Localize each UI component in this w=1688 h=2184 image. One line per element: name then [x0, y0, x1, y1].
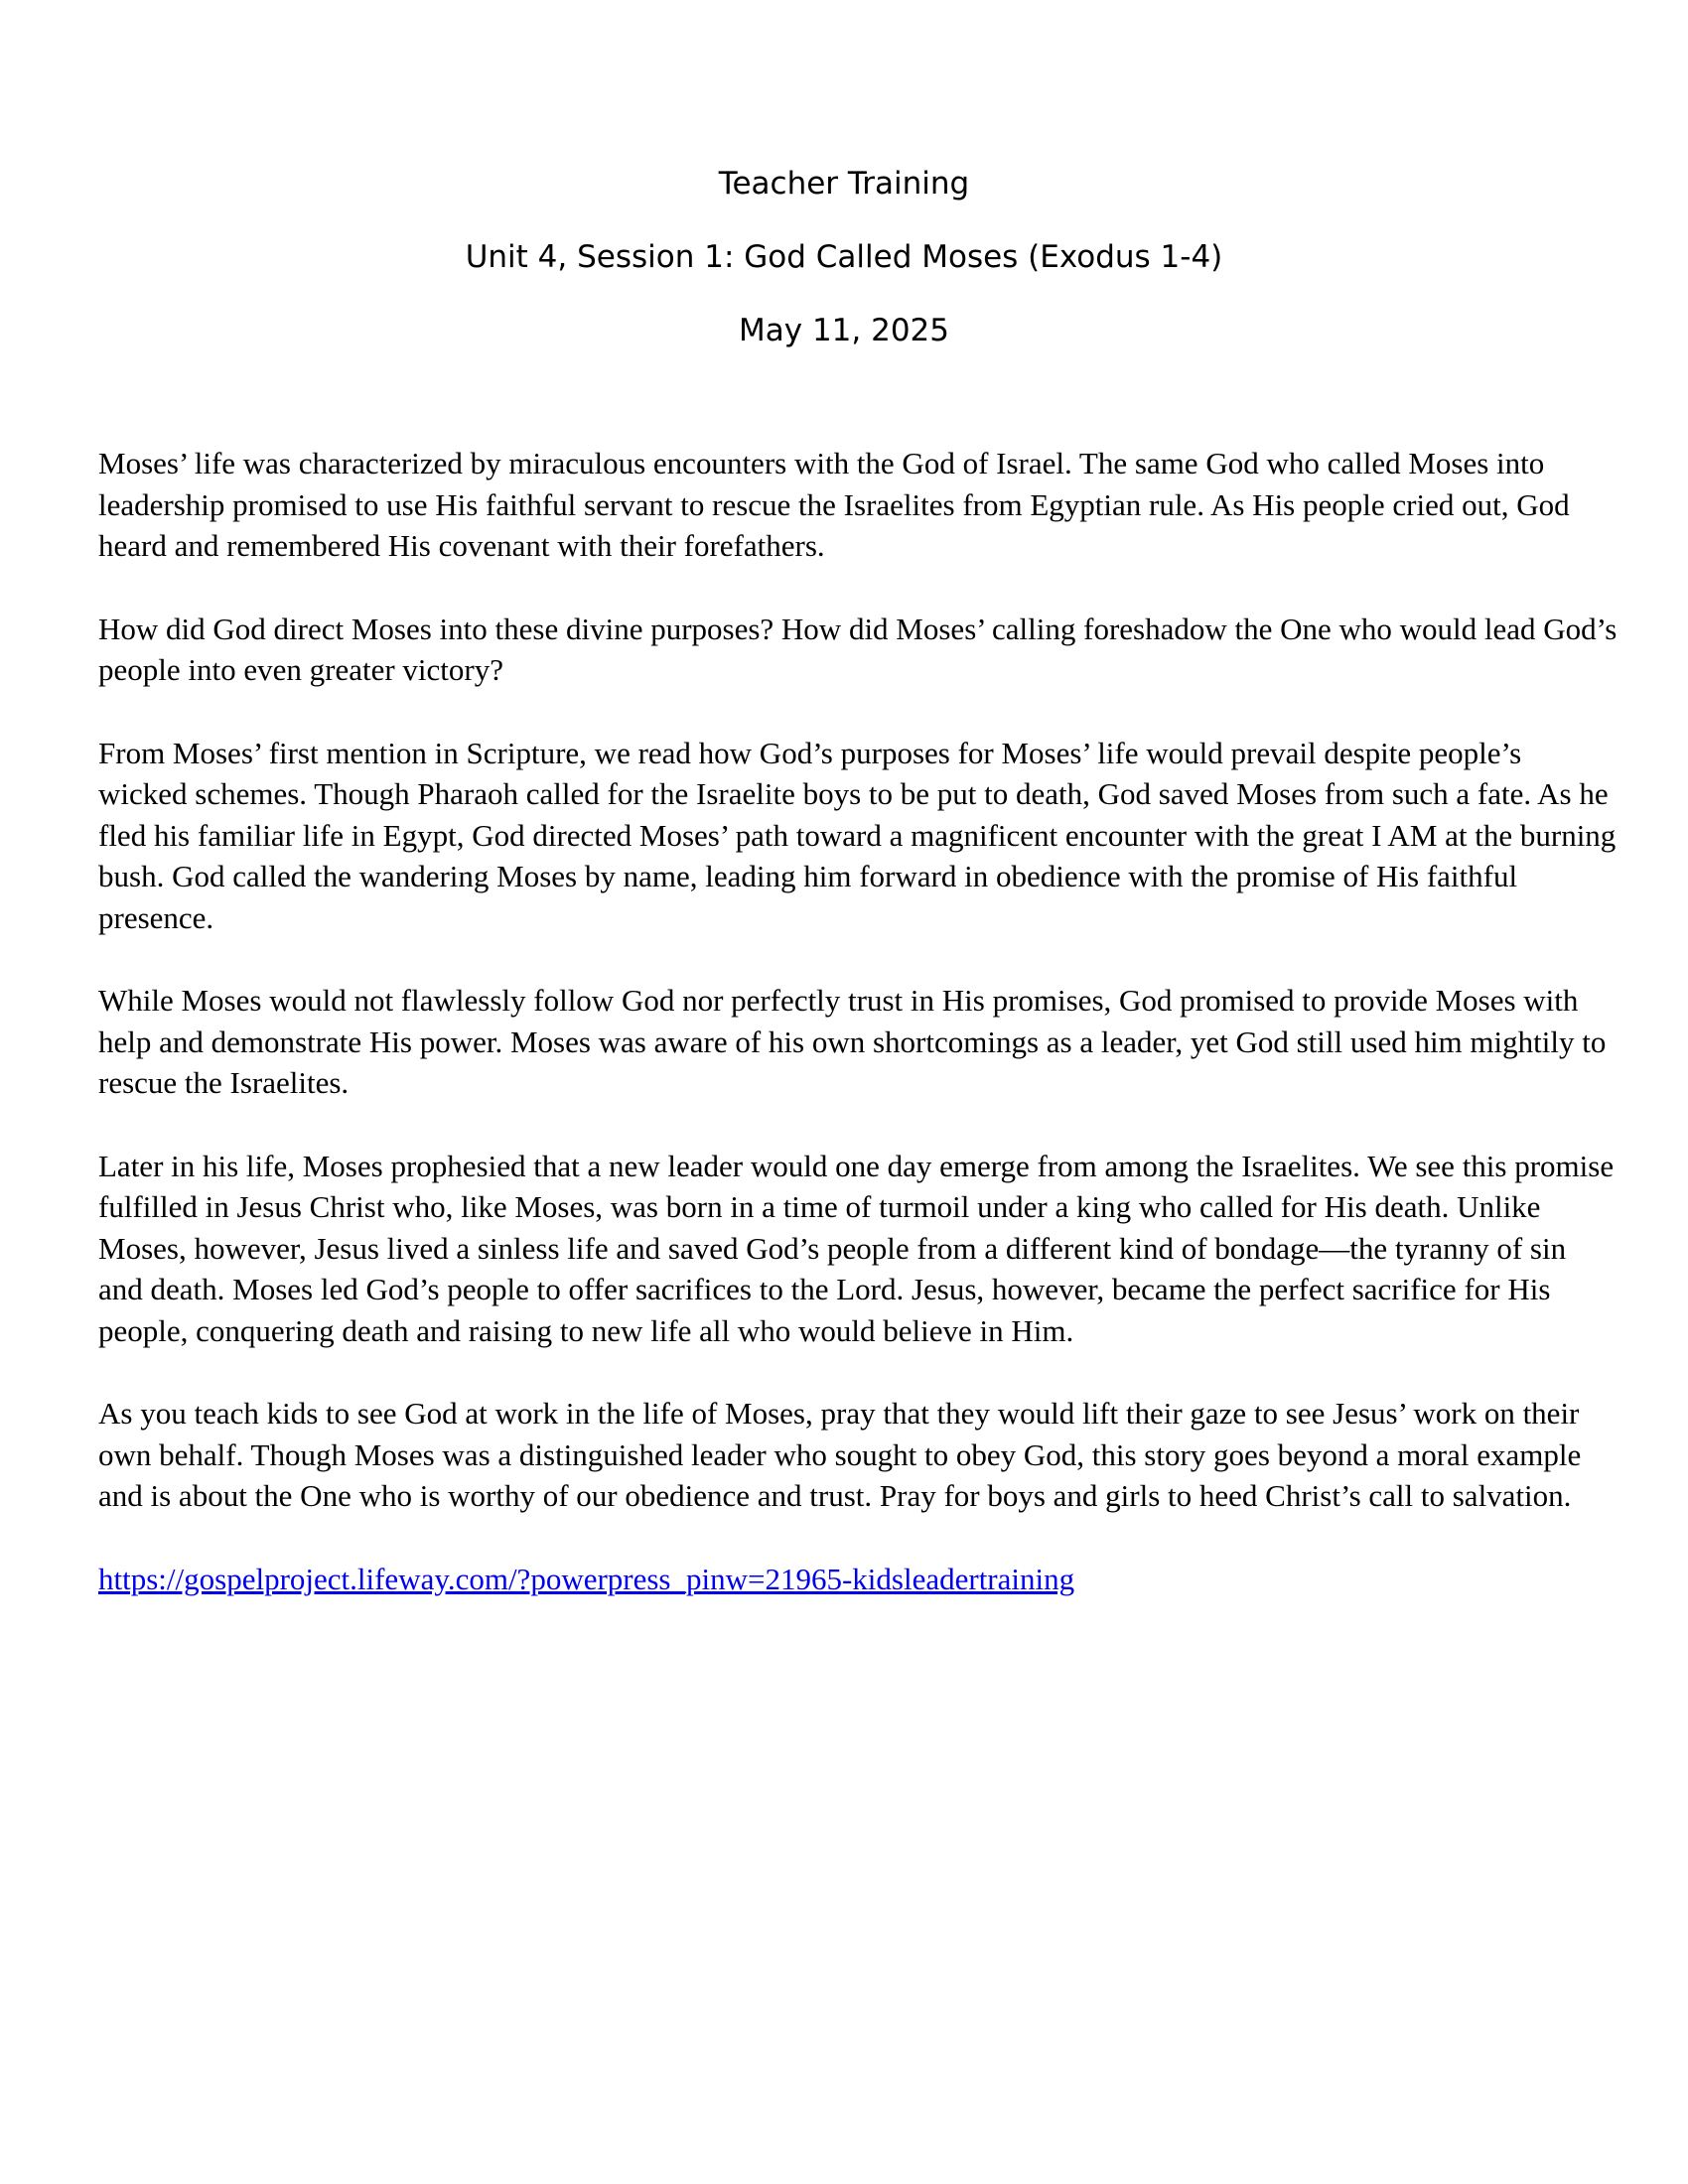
- session-title: Unit 4, Session 1: God Called Moses (Exodus 1-4): [465, 239, 1223, 275]
- session-date: May 11, 2025: [739, 313, 949, 348]
- link-paragraph: [98, 1559, 1618, 1600]
- paragraph-intro: Moses’ life was characterized by miraculous encounters with the God of Israel. The same God who called Moses into leadership promised to use His faithful servant to rescue the Israelites from Egyptian rule. As His people cried out, God heard and remembered His covenant with their forefathers.: [98, 446, 1570, 563]
- document-body: [98, 443, 1618, 1641]
- paragraph-prophecy: Later in his life, Moses prophesied that a new leader would one day emerge from among the Israelites. We see this promise fulfilled in Jesus Christ who, like Moses, was born in a time of turmoil under a king who called for His death. Unlike Moses, however, Jesus lived a sinless life and saved God’s people from a different kind of bondage—the tyranny of sin and death. Moses led God’s people to offer sacrifices to the Lord. Jesus, however, became the perfect sacrifice for His people, conquering death and raising to new life all who would believe in Him.: [98, 1148, 1615, 1348]
- paragraph-prayer: As you teach kids to see God at work in the life of Moses, pray that they would lift their gaze to see Jesus’ work on their own behalf. Though Moses was a distinguished leader who sought to obey God, this story goes beyond a moral example and is about the One who is worthy of our obedience and trust. Pray for boys and girls to heed Christ’s call to salvation.: [98, 1396, 1582, 1513]
- paragraph-questions: How did God direct Moses into these divine purposes? How did Moses’ calling foreshadow the One who would lead God’s people into even greater victory?: [98, 611, 1618, 687]
- paragraph-first-mention: From Moses’ first mention in Scripture, we read how God’s purposes for Moses’ life would prevail despite people’s wicked schemes. Though Pharaoh called for the Israelite boys to be put to death, God saved Moses from such a fate. As he fled his familiar life in Egypt, God directed Moses’ path toward a magnificent encounter with the great I AM at the burning bush. God called the wandering Moses by name, leading him forward in obedience with the promise of His faithful presence.: [98, 735, 1617, 935]
- document-title: Teacher Training: [718, 166, 970, 202]
- paragraph-shortcomings: While Moses would not flawlessly follow God nor perfectly trust in His promises, God promised to provide Moses with help and demonstrate His power. Moses was aware of his own shortcomings as a leader, yet God still used him mightily to rescue the Israelites.: [98, 983, 1607, 1100]
- training-link[interactable]: https://gospelproject.lifeway.com/?powerpress_pinw=21965-kidsleadertraining: [98, 1561, 1075, 1596]
